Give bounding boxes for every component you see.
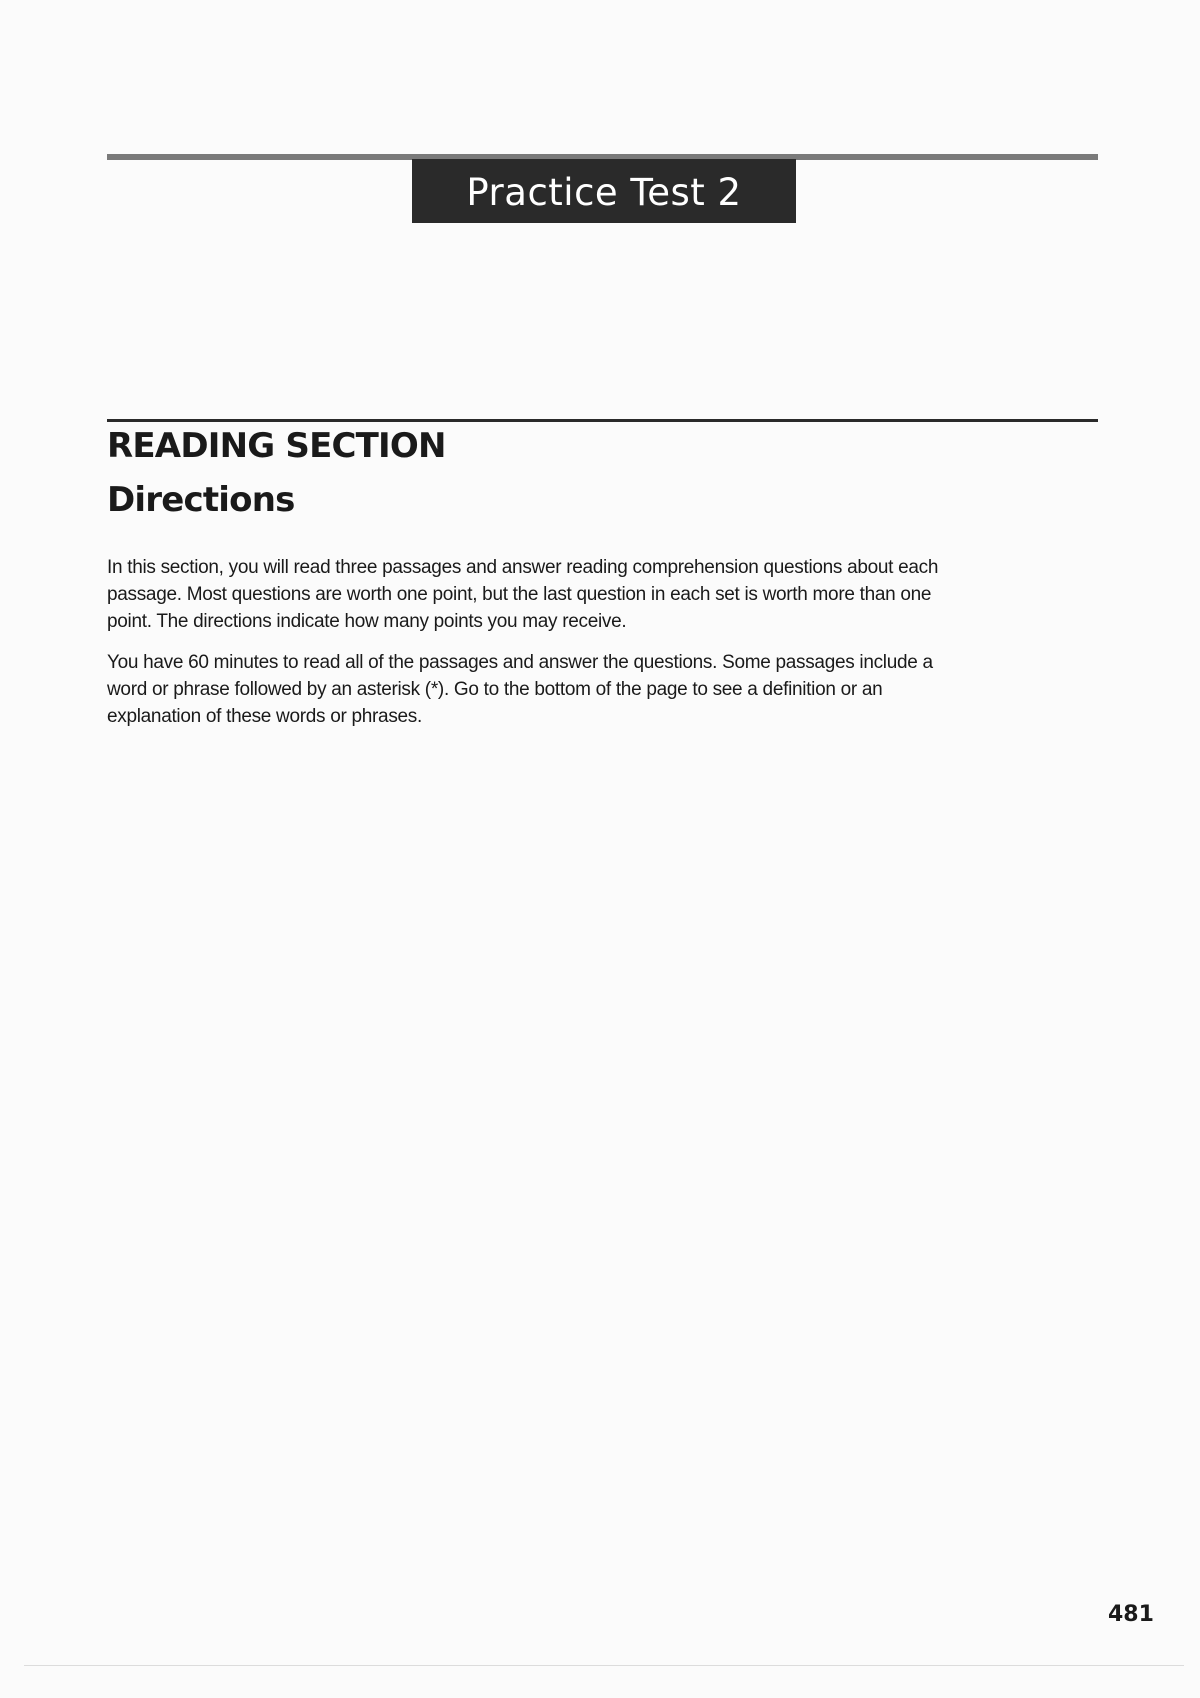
directions-paragraph-2: You have 60 minutes to read all of the passages and answer the questions. Some passages include a word or phrase followed by an asterisk (*). Go to the bottom of the page to see a definition or an explanation of these words or phrases. xyxy=(107,652,933,727)
page-number: 481 xyxy=(1108,1602,1154,1627)
directions-heading: Directions xyxy=(107,480,295,520)
section-title: READING SECTION xyxy=(107,426,446,466)
page-title: Practice Test 2 xyxy=(412,159,796,223)
directions-paragraph-1: In this section, you will read three passages and answer reading comprehension questions about each passage. Most questions are worth one point, but the last question in each set is worth more than one point. The directions indicate how many points you may receive. xyxy=(107,557,939,632)
page-bottom-edge xyxy=(24,1665,1184,1666)
section-divider xyxy=(107,419,1098,422)
